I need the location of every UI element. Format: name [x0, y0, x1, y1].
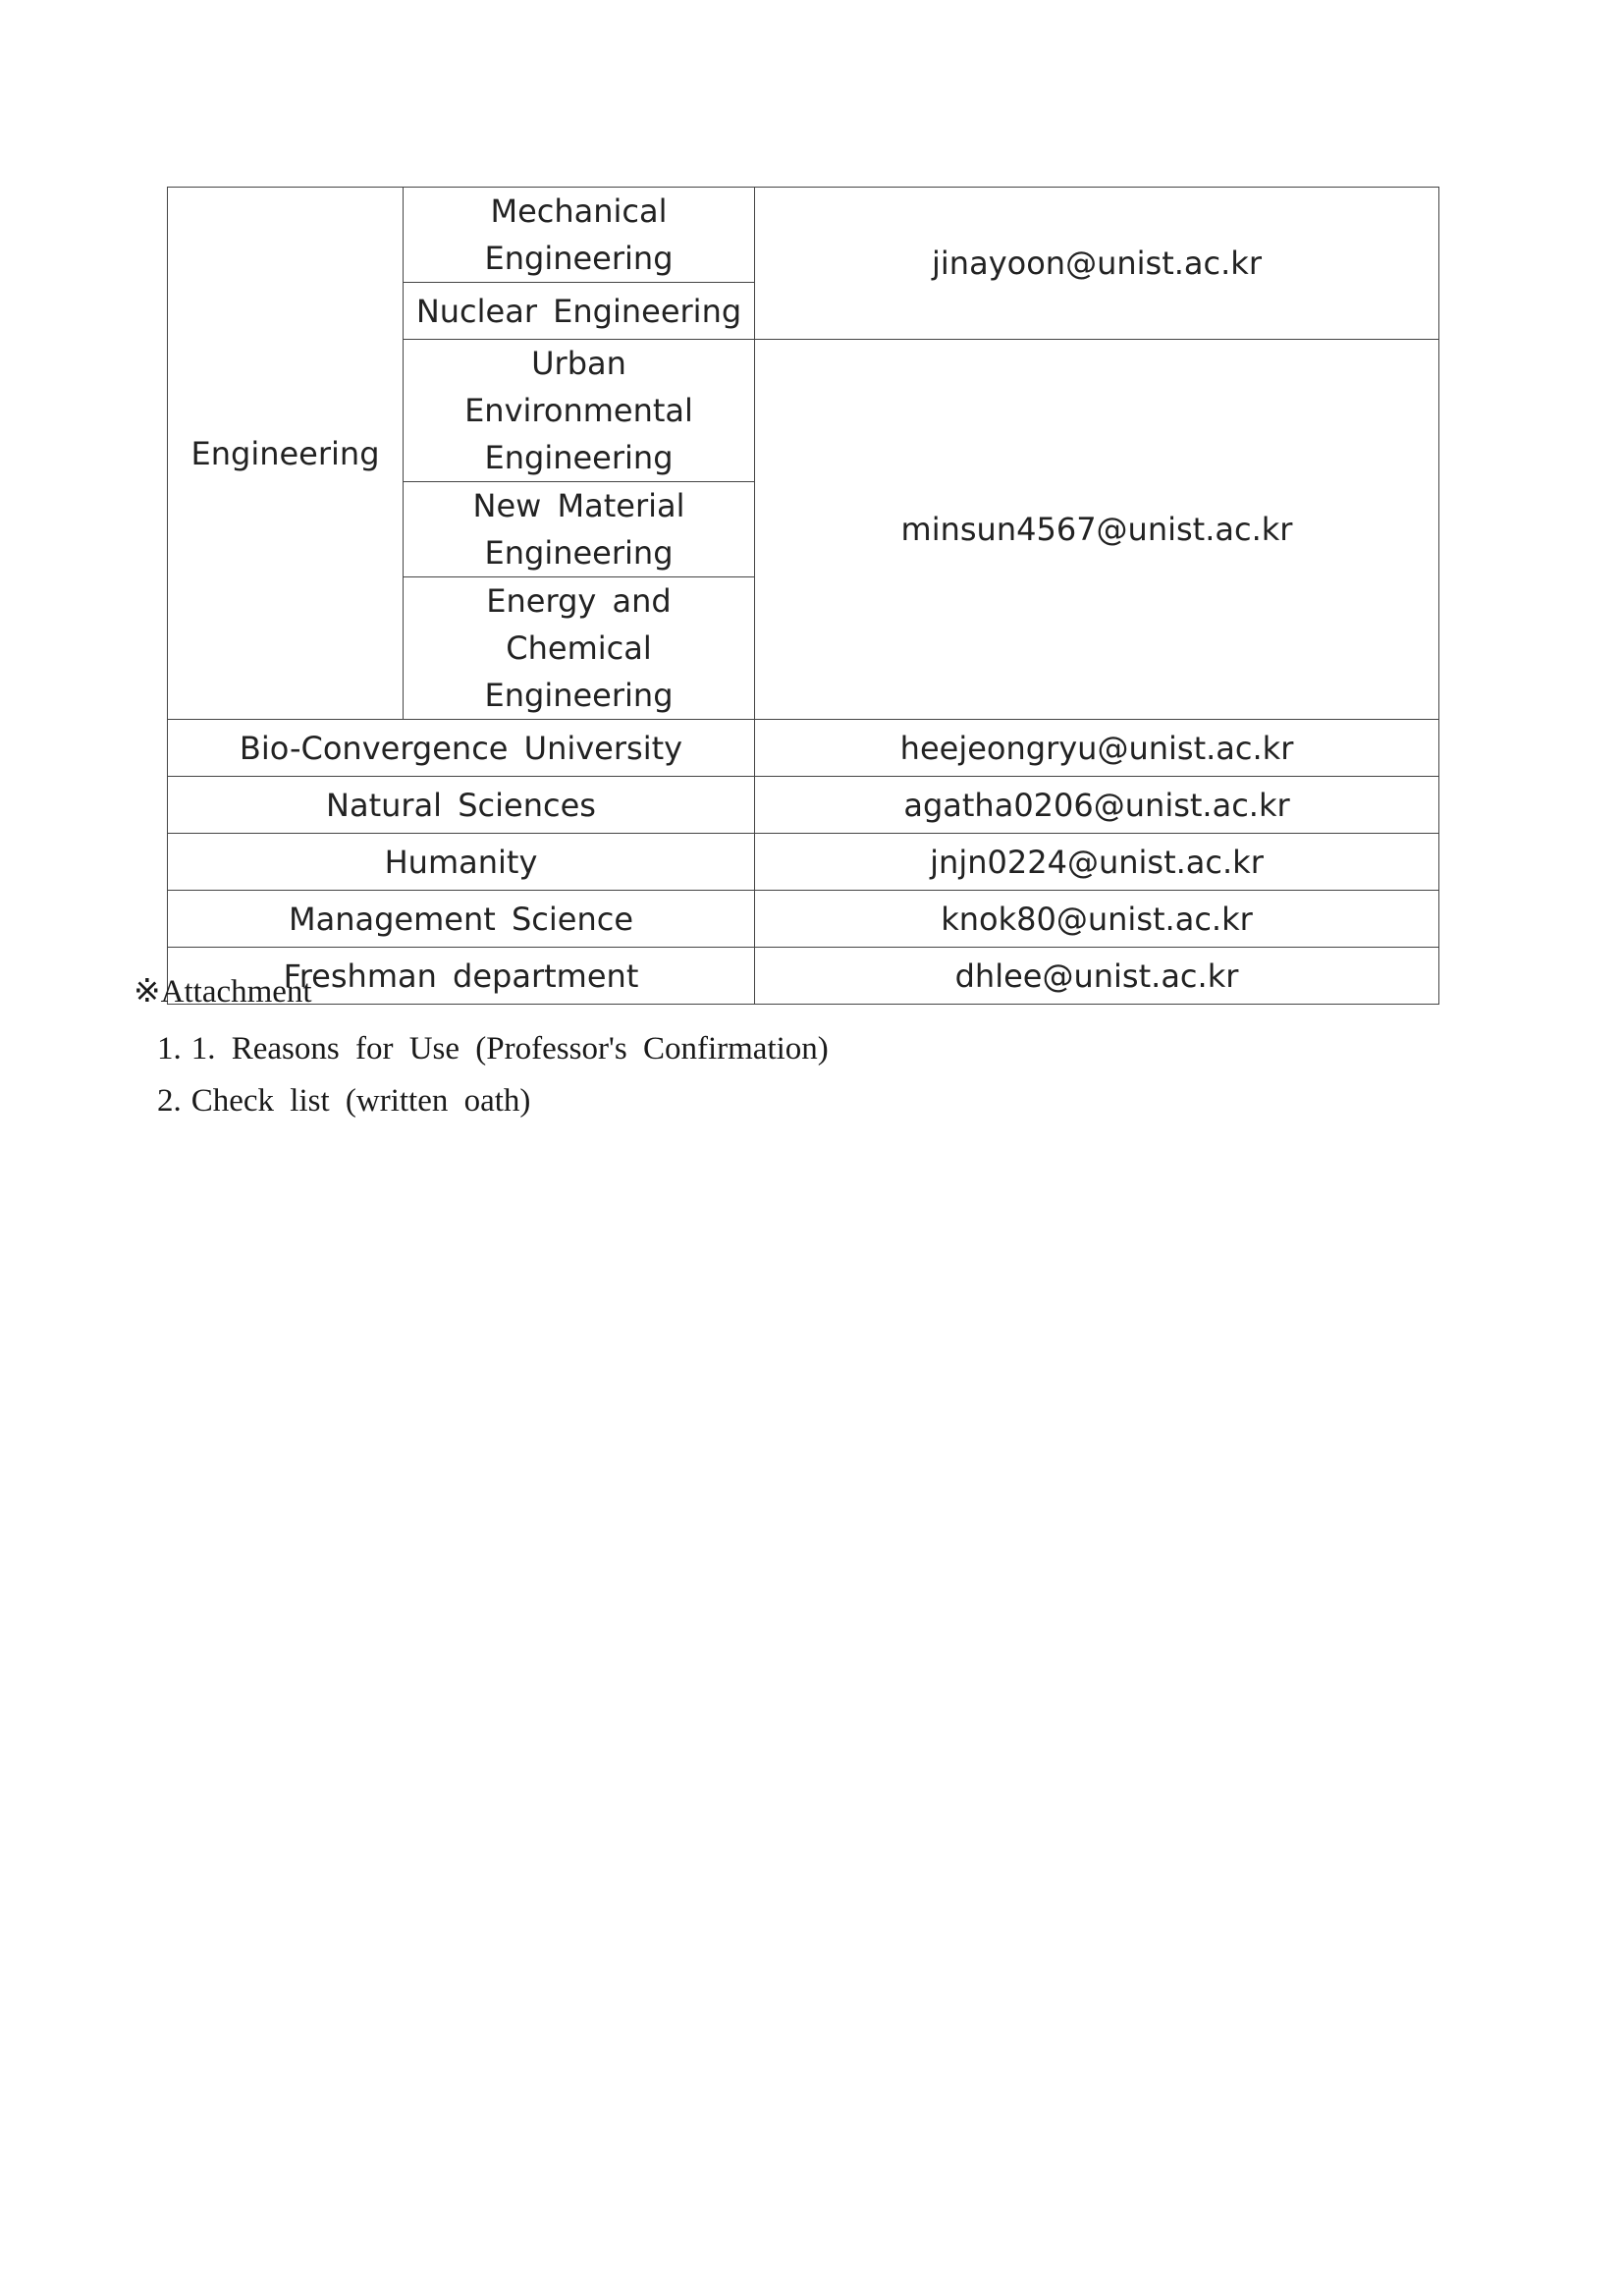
- table-row: [168, 834, 1439, 891]
- department-urban-environmental-cell: Urban Environmental Engineering: [404, 340, 755, 482]
- email-jinayoon-cell: jinayoon@unist.ac.kr: [755, 188, 1439, 340]
- college-freshman-department-cell: Freshman department: [168, 948, 755, 1005]
- college-management-science-cell: Management Science: [168, 891, 755, 948]
- email-agatha0206-cell: agatha0206@unist.ac.kr: [755, 777, 1439, 834]
- college-humanity-cell: Humanity: [168, 834, 755, 891]
- list-item-text: 1. Reasons for Use (Professor's Confirmation): [190, 1031, 829, 1066]
- college-engineering-cell: Engineering: [168, 188, 404, 720]
- attachment-heading: ※Attachment: [134, 974, 312, 1010]
- table-row: [168, 188, 1439, 283]
- table-row: [168, 720, 1439, 777]
- email-jnjn0224-cell: jnjn0224@unist.ac.kr: [755, 834, 1439, 891]
- attachment-list: [134, 1023, 829, 1127]
- department-mechanical-cell: Mechanical Engineering: [404, 188, 755, 283]
- table-row: [168, 891, 1439, 948]
- list-item-number: 2.: [157, 1083, 182, 1119]
- list-item-number: 1.: [157, 1031, 182, 1066]
- list-item-text: Check list (written oath): [190, 1083, 531, 1119]
- department-new-material-cell: New Material Engineering: [404, 482, 755, 577]
- email-knok80-cell: knok80@unist.ac.kr: [755, 891, 1439, 948]
- department-nuclear-cell: Nuclear Engineering: [404, 283, 755, 340]
- department-energy-chemical-cell: Energy and Chemical Engineering: [404, 577, 755, 720]
- email-heejeongryu-cell: heejeongryu@unist.ac.kr: [755, 720, 1439, 777]
- email-dhlee-cell: dhlee@unist.ac.kr: [755, 948, 1439, 1005]
- email-minsun4567-cell: minsun4567@unist.ac.kr: [755, 340, 1439, 720]
- list-item: [157, 1023, 829, 1075]
- attachment-section: [134, 970, 829, 1127]
- list-item: [157, 1075, 829, 1127]
- college-natural-sciences-cell: Natural Sciences: [168, 777, 755, 834]
- department-contacts-table: [167, 187, 1439, 1005]
- table-row: [168, 777, 1439, 834]
- college-bio-convergence-cell: Bio-Convergence University: [168, 720, 755, 777]
